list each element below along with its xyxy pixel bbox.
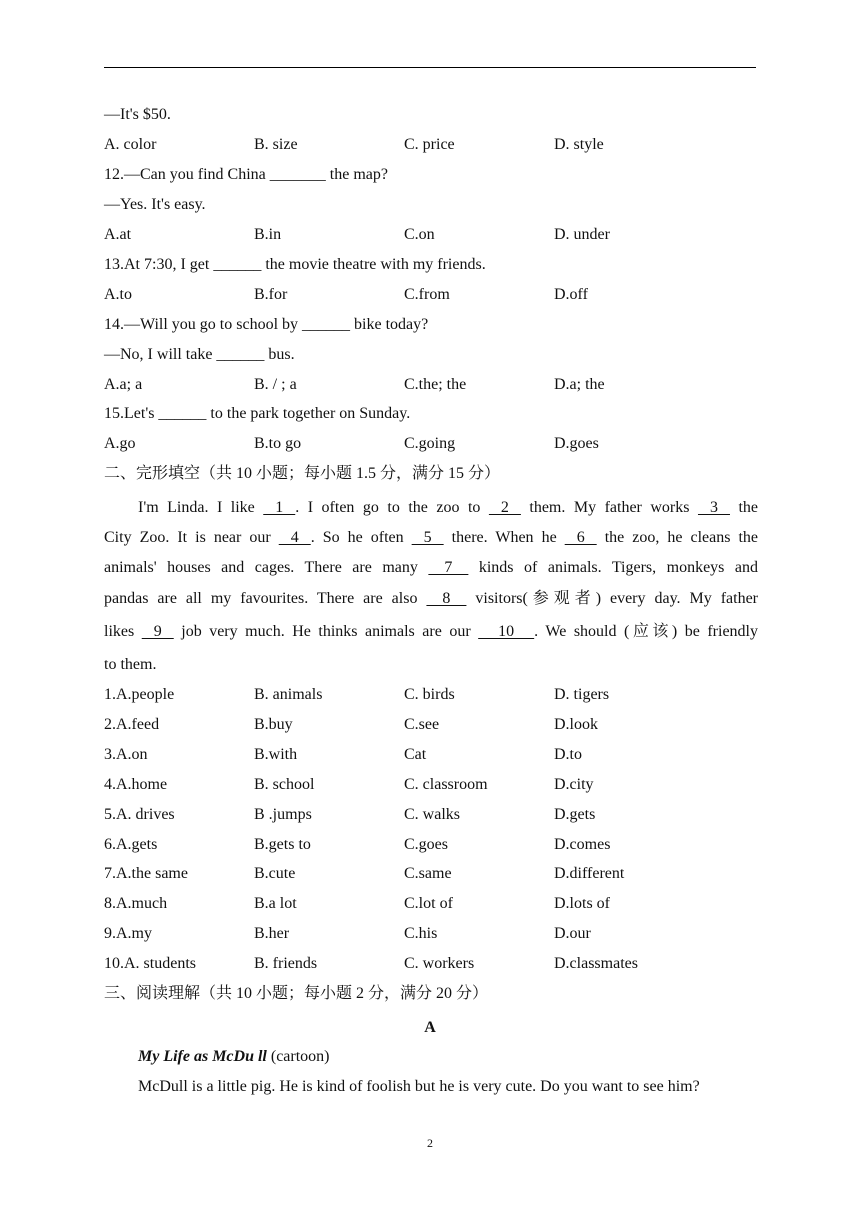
- part-label: A: [424, 1019, 436, 1036]
- cloze-option-row: [104, 775, 754, 795]
- option-b: B. size: [254, 136, 298, 153]
- option-d: D.goes: [554, 435, 599, 452]
- option-d: D.our: [554, 925, 591, 943]
- option-b: B.for: [254, 286, 288, 303]
- option-a: 7.A.the same: [104, 865, 188, 883]
- option-a: A. color: [104, 136, 157, 153]
- option-b: B.cute: [254, 865, 296, 883]
- option-d: D.different: [554, 865, 625, 883]
- question-14: 14.—Will you go to school by ______ bike today?: [104, 316, 429, 333]
- cloze-option-row: [104, 954, 754, 974]
- option-a: 8.A.much: [104, 895, 168, 913]
- q15-options: [104, 434, 754, 454]
- option-c: Cat: [404, 745, 427, 763]
- cloze-option-row: [104, 924, 754, 944]
- option-c: C.from: [404, 286, 450, 303]
- option-c: C.see: [404, 715, 440, 733]
- option-a: 1.A.people: [104, 686, 175, 703]
- question-12-answer: —Yes. It's easy.: [104, 196, 206, 213]
- blank-10: 10: [478, 623, 535, 640]
- answer-line: —It's $50.: [104, 106, 171, 123]
- option-c: C.going: [404, 435, 456, 452]
- option-b: B.gets to: [254, 835, 311, 853]
- option-d: D.a; the: [554, 376, 605, 393]
- option-d: D.look: [554, 715, 598, 733]
- cloze-option-row: [104, 864, 754, 884]
- option-d: D. tigers: [554, 686, 610, 703]
- option-b: B.to go: [254, 435, 302, 452]
- cloze-line-4: pandas are all my favourites. There are also 8 visitors(参观者) every day. My father: [104, 590, 758, 607]
- option-b: B .jumps: [254, 805, 312, 823]
- option-c: C.same: [404, 865, 452, 883]
- option-b: B.a lot: [254, 895, 297, 913]
- option-b: B.in: [254, 226, 282, 243]
- cloze-option-row: [104, 715, 754, 735]
- option-d: D.comes: [554, 835, 611, 853]
- option-c: C.the; the: [404, 376, 467, 393]
- cloze-option-row: [104, 745, 754, 765]
- option-d: D.gets: [554, 805, 596, 823]
- option-c: C. birds: [404, 686, 455, 703]
- blank-4: 4: [278, 529, 311, 546]
- option-b: B. school: [254, 775, 315, 793]
- option-d: D.lots of: [554, 895, 610, 913]
- option-c: C.on: [404, 226, 435, 243]
- option-c: C.goes: [404, 835, 448, 853]
- title-text: My Life as McDu ll: [138, 1048, 267, 1065]
- option-a: 10.A. students: [104, 955, 196, 973]
- question-12: 12.—Can you find China _______ the map?: [104, 166, 388, 183]
- section-2-heading: 二、完形填空（共 10 小题；每小题 1.5 分，满分 15 分）: [104, 465, 501, 482]
- cloze-line-6: to them.: [104, 656, 157, 673]
- cloze-line-3: animals' houses and cages. There are many 7 kinds of animals. Tigers, monkeys and: [104, 559, 758, 576]
- option-c: C.his: [404, 925, 438, 943]
- blank-8: 8: [426, 590, 467, 607]
- blank-3: 3: [697, 499, 730, 516]
- cloze-line-5: likes 9 job very much. He thinks animals are our 10 . We should (应该) be friendly: [104, 623, 758, 640]
- page-number: 2: [427, 1136, 433, 1150]
- cloze-option-row: [104, 805, 754, 825]
- option-d: D.to: [554, 745, 582, 763]
- option-a: 5.A. drives: [104, 805, 175, 823]
- option-a: 6.A.gets: [104, 835, 158, 853]
- option-a: A.go: [104, 435, 136, 452]
- option-d: D. under: [554, 226, 610, 243]
- option-a: 3.A.on: [104, 745, 148, 763]
- option-a: A.a; a: [104, 376, 143, 393]
- option-d: D.city: [554, 775, 594, 793]
- cloze-option-row: [104, 894, 754, 914]
- reading-title: My Life as McDu ll (cartoon): [138, 1048, 330, 1065]
- option-a: 2.A.feed: [104, 715, 160, 733]
- option-c: C. price: [404, 136, 455, 153]
- q14-options: [104, 375, 754, 395]
- option-b: B.buy: [254, 715, 293, 733]
- cloze-line-2: City Zoo. It is near our 4 . So he often 5 there. When he 6 the zoo, he cleans the: [104, 529, 759, 546]
- option-a: A.to: [104, 286, 132, 303]
- question-14-answer: —No, I will take ______ bus.: [104, 346, 295, 363]
- option-b: B. / ; a: [254, 376, 297, 393]
- option-b: B. friends: [254, 955, 318, 973]
- blank-9: 9: [141, 623, 174, 640]
- option-b: B. animals: [254, 686, 323, 703]
- option-a: A.at: [104, 226, 132, 243]
- option-c: C.lot of: [404, 895, 453, 913]
- blank-1: 1: [263, 499, 296, 516]
- q12-options: [104, 225, 754, 245]
- cloze-line-1: I'm Linda. I like 1 . I often go to the zoo to 2 them. My father works 3 the: [138, 499, 759, 516]
- option-d: D.classmates: [554, 955, 638, 973]
- blank-7: 7: [428, 559, 469, 576]
- option-a: 9.A.my: [104, 925, 152, 943]
- question-15: 15.Let's ______ to the park together on Sunday.: [104, 405, 411, 422]
- cloze-option-row: [104, 835, 754, 855]
- option-c: C. workers: [404, 955, 475, 973]
- option-a: 4.A.home: [104, 775, 168, 793]
- q13-options: [104, 285, 754, 305]
- option-b: B.with: [254, 745, 298, 763]
- blank-2: 2: [488, 499, 521, 516]
- option-c: C. classroom: [404, 775, 488, 793]
- blank-6: 6: [564, 529, 597, 546]
- reading-text: McDull is a little pig. He is kind of foolish but he is very cute. Do you want to see him?: [138, 1078, 700, 1095]
- option-c: C. walks: [404, 805, 460, 823]
- option-b: B.her: [254, 925, 290, 943]
- cloze-option-row: [104, 685, 754, 705]
- question-13: 13.At 7:30, I get ______ the movie theatre with my friends.: [104, 256, 486, 273]
- q11-options: [104, 135, 754, 155]
- blank-5: 5: [411, 529, 444, 546]
- header-rule: [104, 67, 756, 68]
- option-d: D.off: [554, 286, 588, 303]
- option-d: D. style: [554, 136, 604, 153]
- section-3-heading: 三、阅读理解（共 10 小题；每小题 2 分，满分 20 分）: [104, 985, 489, 1002]
